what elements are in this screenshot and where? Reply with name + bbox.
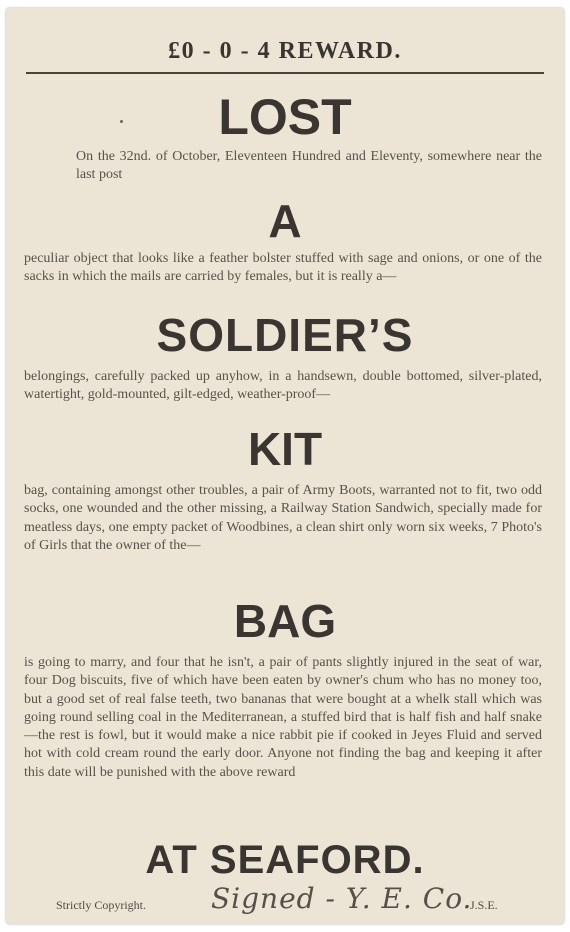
heading-a: A xyxy=(268,195,302,247)
paragraph-contents: bag, containing amongst other troubles, a pair of Army Boots, warranted not to fit, two odd socks, one wounded and the other missing, a Railway Station Sandwich, specially made for meatless days, one empty packet of Woodbines, a clean shirt only worn six weeks, 7 Photo's of Girls that the owner of the— xyxy=(24,483,542,553)
heading-at-seaford: AT SEAFORD. xyxy=(145,838,425,882)
paragraph-belongings: belongings, carefully packed up anyhow, in a handsewn, double bottomed, silver-plated, watertight, gold-mounted, gilt-edged, weather-proof— xyxy=(24,369,542,403)
heading-soldiers: SOLDIER’S xyxy=(156,309,414,361)
paragraph-details: is going to marry, and four that he isn't, a pair of pants slightly injured in the seat of war, four Dog biscuits, five of which have been eaten by owner's chum who has no money too, but a good set of real false teeth, two bananas that were bought at a whelk stall which was going round selling coal in the Mediterranean, a stuffed bird that is half fish and half snake—the rest is fowl, but it would make a nice rabbit pie if cooked in Jeyes Fluid and served hot with cold cream round the early door. Anyone not finding the bag and keeping it after this date will be punished with the above reward xyxy=(24,655,542,780)
paragraph-object: peculiar object that looks like a feather bolster stuffed with sage and onions, or one of the sacks in which the mails are carried by females, but it is really a— xyxy=(24,251,542,285)
handwritten-signature: Signed - Y. E. Co. xyxy=(211,882,473,915)
reward-card xyxy=(6,8,564,924)
footer xyxy=(6,882,564,924)
copyright-text: Strictly Copyright. xyxy=(56,898,146,912)
reward-line: £0 - 0 - 4 REWARD. xyxy=(168,38,402,64)
heading-bag: BAG xyxy=(233,595,337,647)
heading-lost: LOST xyxy=(218,89,352,145)
initials-text: J.S.E. xyxy=(470,898,498,912)
heading-kit: KIT xyxy=(247,423,323,475)
divider-rule xyxy=(26,72,544,74)
paragraph-date: On the 32nd. of October, Eleventeen Hundred and Eleventy, somewhere near the last post xyxy=(76,149,542,183)
